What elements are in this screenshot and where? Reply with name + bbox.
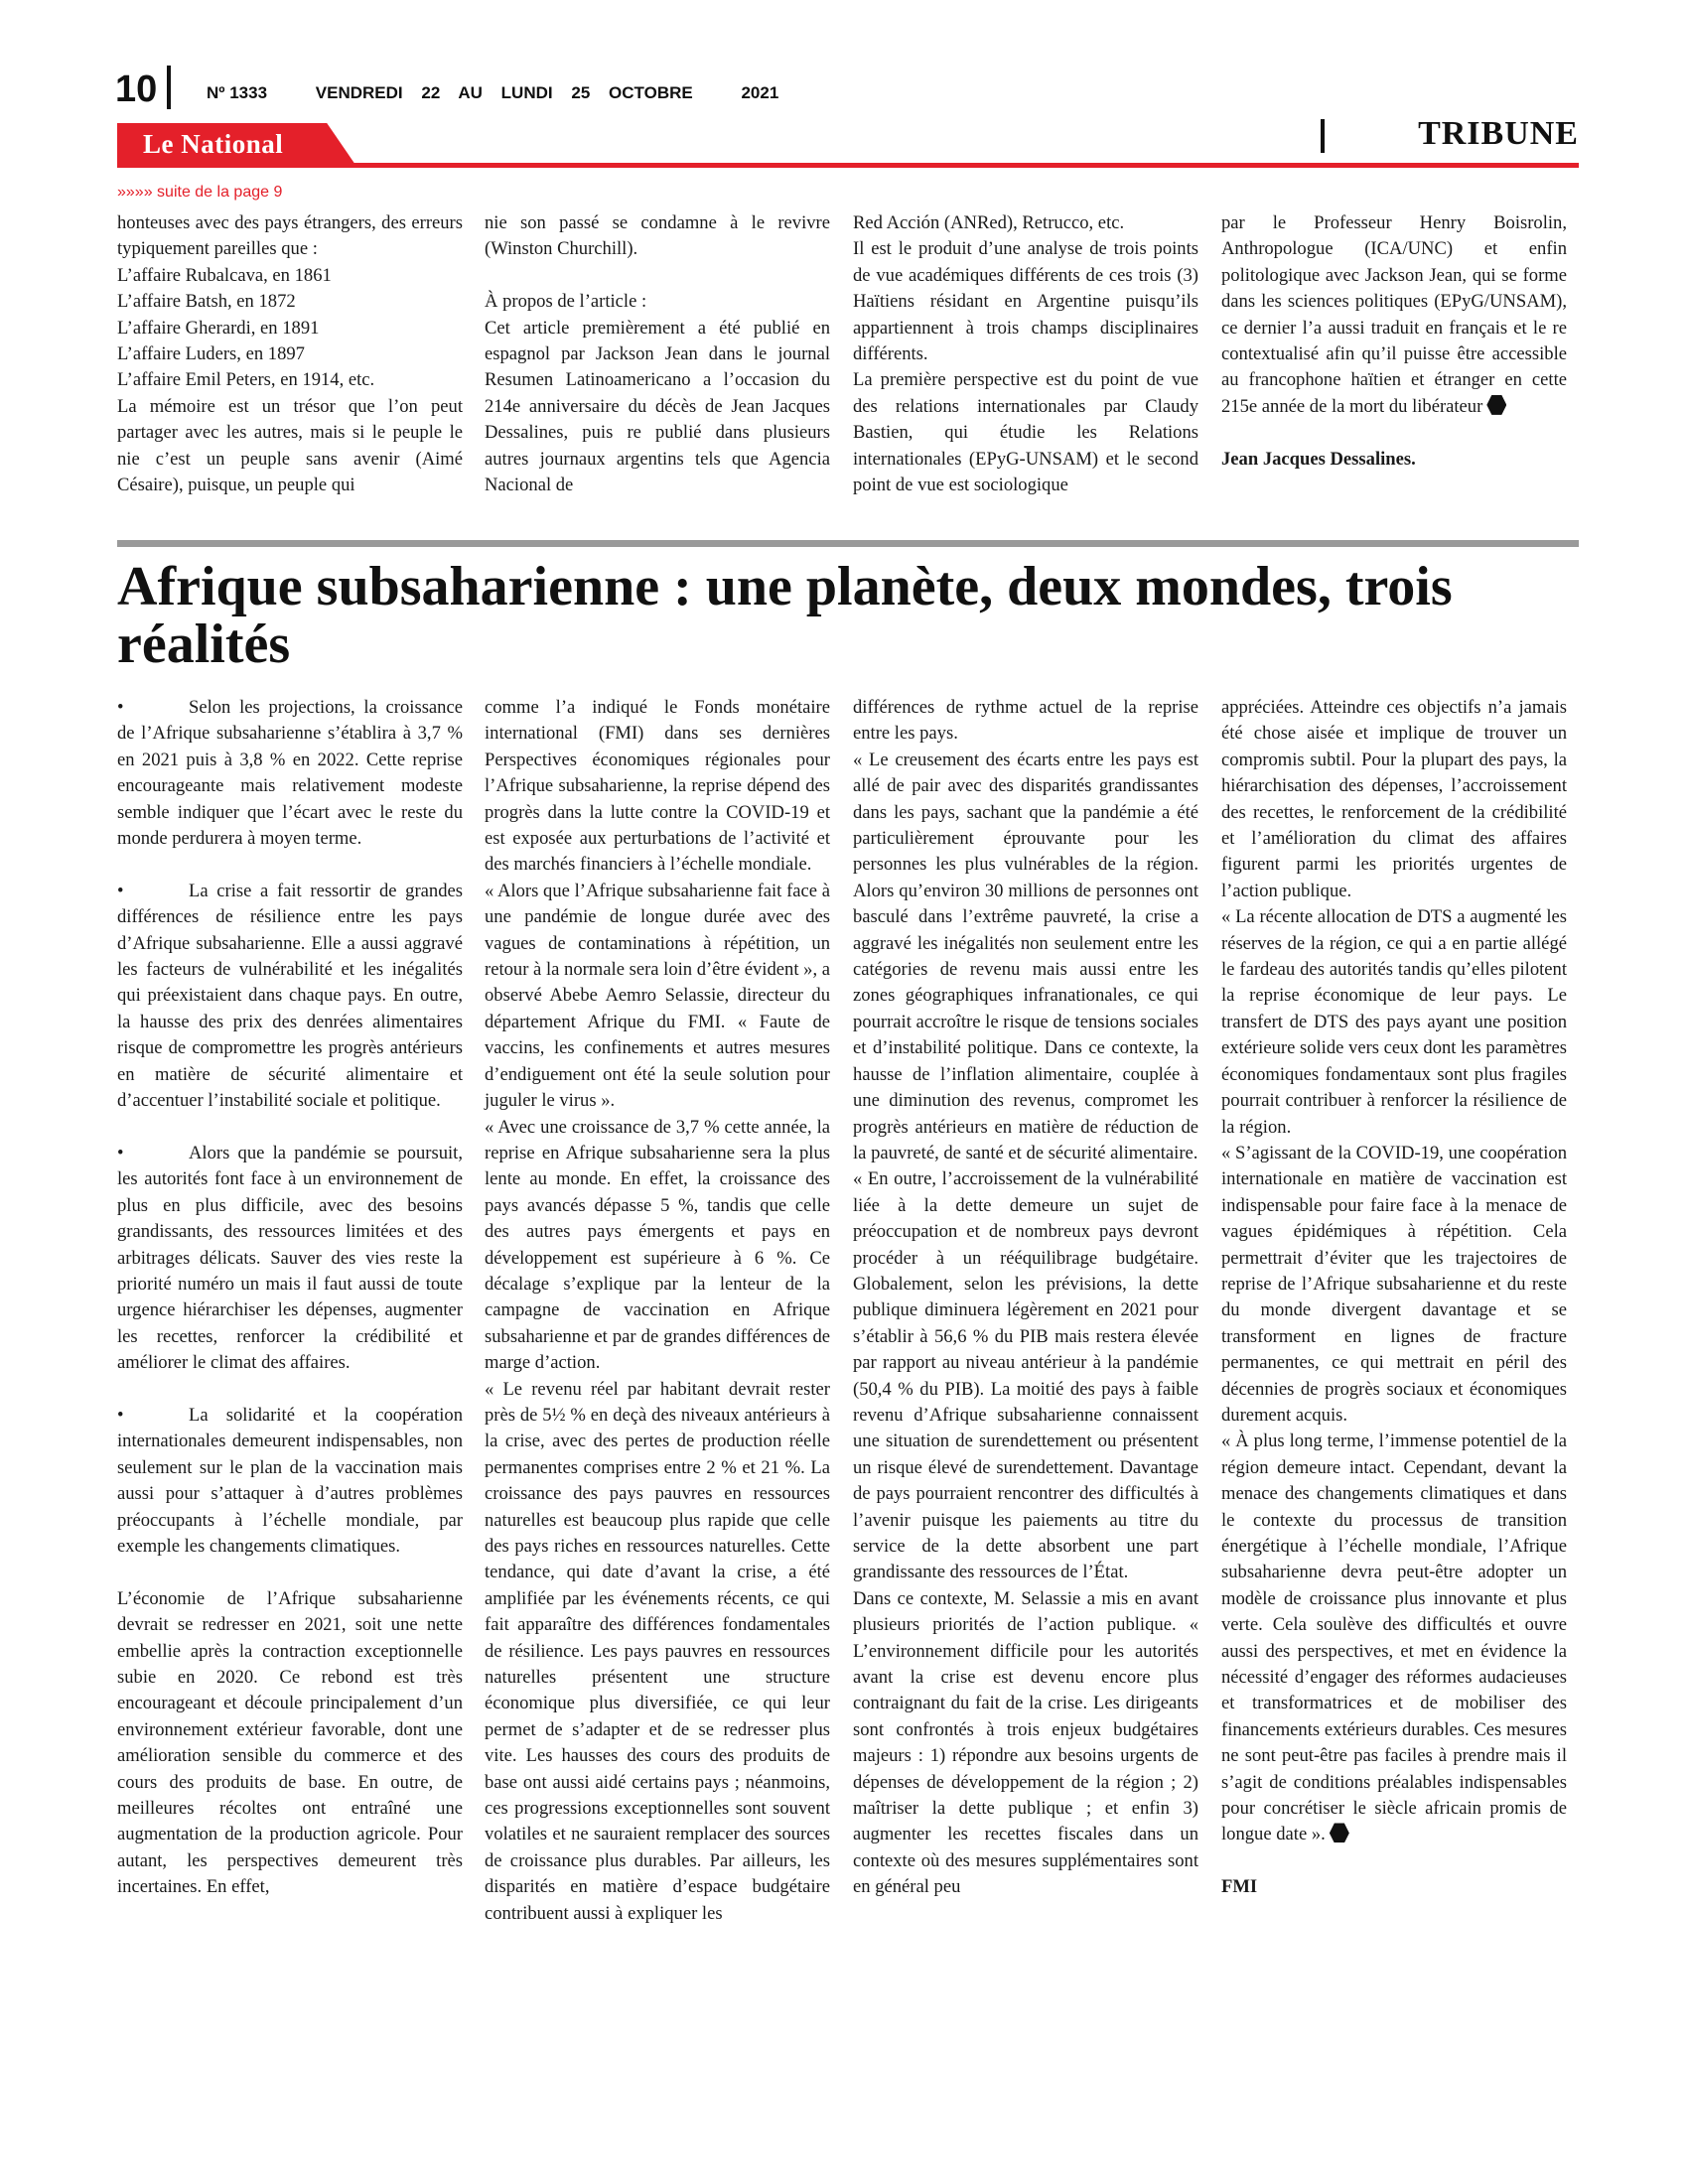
main-article-column-1: [117, 695, 463, 1901]
section-label: TRIBUNE: [1418, 115, 1579, 152]
paragraph: Cet article premièrement a été publié en espagnol par Jackson Jean dans le journal Resumen Latinoamericano a l’occasion du 214e anniversaire du décès de Jean Jacques Dessalines, puis re publié dans plusieurs autres journaux argentins tels que Agencia Nacional de: [485, 317, 830, 496]
paragraph: L’affaire Luders, en 1897: [117, 343, 305, 365]
paragraph: « En outre, l’accroissement de la vulnérabilité liée à la dette demeure un sujet de préoccupation et de nombreux pays devront procéder à un rééquilibrage budgétaire. Globalement, selon les prévisions, la dette publique diminuera légèrement en 2021 pour s’établir à 56,6 % du PIB mais restera élevée par rapport au niveau antérieur à la pandémie (50,4 % du PIB). La moitié des pays à faible revenu d’Afrique subsaharienne connaissent une situation de surendettement ou présentent un risque élevé de surendettement. Davantage de pays pourraient rencontrer des difficultés à l’avenir puisque les paiements au titre du service de la dette absorbent une part grandissante des ressources de l’État.: [853, 1168, 1198, 1583]
paragraph: L’affaire Rubalcava, en 1861: [117, 264, 332, 286]
page-number-divider: [167, 66, 171, 109]
main-article-column-4: [1221, 695, 1567, 1901]
bullet-icon: •: [117, 880, 124, 901]
bullet-icon: •: [117, 1404, 124, 1426]
section-divider: [1321, 119, 1325, 153]
paragraph-text: par le Professeur Henry Boisrolin, Anthropologue (ICA/UNC) et enfin politologique avec Jackson Jean, qui se forme dans les sciences politiques (EPyG/UNSAM), ce dernier l’a aussi traduit en français et le re contextualisé afin qu’il puisse être accessible au francophone haïtien et étranger en cette 215e année de la mort du libérateur: [1221, 212, 1567, 417]
header-red-rule: [117, 163, 1579, 168]
paragraph: « La récente allocation de DTS a augmenté les réserves de la région, ce qui a en partie allégé le fardeau des autorités tandis qu’elles pilotent la reprise économique de leur pays. Le transfert de DTS des pays ayant une position extérieure solide vers ceux dont les paramètres économiques fondamentaux sont plus fragiles pourrait contribuer à renforcer la résilience de la région.: [1221, 906, 1567, 1138]
main-article-column-2: [485, 695, 830, 1927]
issue-month: OCTOBRE: [609, 83, 693, 102]
paragraph-spacer: [117, 1114, 463, 1140]
paragraph: L’affaire Emil Peters, en 1914, etc.: [117, 369, 375, 391]
issue-date-line: [207, 83, 792, 103]
paragraph: « S’agissant de la COVID-19, une coopération internationale en matière de vaccination est indispensable pour faire face à la menace de vagues épidémiques à répétition. Cela permettrait d’éviter que les trajectoires de reprise de l’Afrique subsaharienne et du reste du monde divergent davantage et se transforment en lignes de fracture permanentes, ce qui mettrait en péril des décennies de progrès sociaux et économiques durement acquis.: [1221, 1142, 1567, 1426]
paragraph: nie son passé se condamne à le revivre (Winston Churchill).: [485, 212, 830, 260]
paragraph-spacer: [117, 1560, 463, 1585]
about-article-heading: À propos de l’article :: [485, 291, 647, 313]
bullet-point: [117, 879, 463, 1115]
paragraph: L’économie de l’Afrique subsaharienne devrait se redresser en 2021, soit une nette embellie après la contraction exceptionnelle subie en 2020. Ce rebond est très encourageant et découle principalement d’un environnement extérieur favorable, dont une amélioration sensible du commerce et des cours des produits de base. En outre, de meilleures récoltes ont entraîné une augmentation de la production agricole. Pour autant, les perspectives demeurent très incertaines. En effet,: [117, 1587, 463, 1898]
bullet-text: La solidarité et la coopération internationales demeurent indispensables, non seulement sur le plan de la vaccination mais aussi pour s’attaquer à d’autres problèmes préoccupants à l’échelle mondiale, par exemple les changements climatiques.: [117, 1404, 463, 1557]
continued-from-link: »»»» suite de la page 9: [117, 184, 283, 201]
newspaper-name: Le National: [143, 129, 284, 159]
paragraph: « Le revenu réel par habitant devrait rester près de 5½ % en deçà des niveaux antérieurs à la crise, avec des pertes de production réelle permanentes comprises entre 2 % et 21 %. La croissance des pays pauvres en ressources naturelles est beaucoup plus rapide que celle des pays riches en ressources naturelles. Cette tendance, qui date d’avant la crise, a été amplifiée par les événements récents, ce qui fait apparaître des différences fondamentales de résilience. Les pays pauvres en ressources naturelles présentent une structure économique plus diversifiée, ce qui leur permet de s’adapter et de se redresser plus vite. Les hausses des cours des produits de base ont aussi aidé certains pays ; néanmoins, ces progressions exceptionnelles sont souvent volatiles et ne sauraient remplacer des sources de croissance plus durables. Par ailleurs, les disparités en matière d’espace budgétaire contribuent aussi à expliquer les: [485, 1378, 830, 1924]
bullet-icon: •: [117, 1142, 124, 1163]
paragraph-spacer: [1221, 1848, 1567, 1874]
paragraph: [1221, 210, 1567, 420]
bullet-point: [117, 695, 463, 852]
issue-date-end: 25: [571, 83, 591, 102]
paragraph-spacer: [117, 852, 463, 878]
top-article-column-2: [485, 210, 830, 498]
bullet-text: La crise a fait ressortir de grandes différences de résilience entre les pays d’Afrique subsaharienne. Elle a aussi aggravé les facteurs de vulnérabilité et les inégalités qui préexistaient dans chaque pays. En outre, la hausse des prix des denrées alimentaires risque de compromettre les progrès antérieurs en matière de sécurité alimentaire et d’accentuer l’instabilité sociale et politique.: [117, 880, 463, 1112]
paragraph: honteuses avec des pays étrangers, des erreurs typiquement pareilles que :: [117, 212, 463, 260]
issue-day-start: VENDREDI: [315, 83, 403, 102]
paragraph: L’affaire Gherardi, en 1891: [117, 317, 320, 339]
paragraph: La première perspective est du point de vue des relations internationales par Claudy Bastien, qui étudie les Relations internationales (EPyG-UNSAM) et le second point de vue est sociologique: [853, 369, 1198, 496]
bullet-point: [117, 1403, 463, 1560]
paragraph: L’affaire Batsh, en 1872: [117, 291, 296, 313]
paragraph: « Avec une croissance de 3,7 % cette année, la reprise en Afrique subsaharienne sera la plus lente au monde. En effet, la croissance des pays avancés dépasse 5 %, tandis que celle des autres pays émergents et pays en développement est supérieure à 6 %. Ce décalage s’explique par la lenteur de la campagne de vaccination en Afrique subsaharienne et par de grandes différences de marge d’action.: [485, 1116, 830, 1374]
bullet-point: [117, 1141, 463, 1377]
top-article-signature: Jean Jacques Dessalines.: [1221, 448, 1416, 470]
paragraph-text: « À plus long terme, l’immense potentiel de la région demeure intact. Cependant, devant la menace des changements climatiques et dans le contexte du processus de transition énergétique à l’échelle mondiale, l’Afrique subsaharienne devra peut-être adopter un modèle de croissance plus innovante et plus verte. Cela soulève des difficultés et ouvre aussi des perspectives, et met en évidence la nécessité d’engager des réformes audacieuses et transformatrices et de mobiliser des financements extérieurs durables. Ces mesures ne sont peut-être pas faciles à prendre mais il s’agit de conditions préalables indispensables pour concrétiser le siècle africain promis de longue date ».: [1221, 1431, 1567, 1845]
end-of-article-icon: [1330, 1823, 1349, 1843]
paragraph: Red Acción (ANRed), Retrucco, etc.: [853, 212, 1125, 233]
article-headline: Afrique subsaharienne : une planète, deux mondes, trois réalités: [117, 556, 1453, 675]
newspaper-brand-banner: [117, 123, 355, 165]
main-article-signature: FMI: [1221, 1876, 1258, 1898]
paragraph: Dans ce contexte, M. Selassie a mis en avant plusieurs priorités de l’action publique. « L’environnement difficile pour les autorités avant la crise est devenu encore plus contraignant du fait de la crise. Les dirigeants sont confrontés à trois enjeux budgétaires majeurs : 1) répondre aux besoins urgents de dépenses de développement de la région ; 2) maîtriser la dette publique ; et enfin 3) augmenter les recettes fiscales dans un contexte où des mesures supplémentaires sont en général peu: [853, 1587, 1198, 1898]
top-article-column-4: [1221, 210, 1567, 473]
paragraph: appréciées. Atteindre ces objectifs n’a jamais été chose aisée et implique de trouver un compromis subtil. Pour la plupart des pays, la hiérarchisation des dépenses, l’accroissement des recettes, le renforcement de la crédibilité et l’amélioration du climat des affaires figurent parmi les priorités urgentes de l’action publique.: [1221, 697, 1567, 901]
paragraph: « Le creusement des écarts entre les pays est allé de pair avec des disparités grandissantes dans les pays, sachant que la pandémie a été particulièrement éprouvante pour les personnes les plus vulnérables de la région. Alors qu’environ 30 millions de personnes ont basculé dans l’extrême pauvreté, la crise a aggravé les inégalités non seulement entre les catégories de revenu mais aussi entre les zones géographiques infranationales, ce qui pourrait accroître le risque de tensions sociales et d’instabilité politique. Dans ce contexte, la hausse de l’inflation alimentaire, couplée à une diminution des revenus, compromet les progrès antérieurs en matière de réduction de la pauvreté, de santé et de sécurité alimentaire.: [853, 749, 1198, 1163]
bullet-text: Alors que la pandémie se poursuit, les autorités font face à un environnement de plus en plus difficile, avec des besoins grandissants, des ressources limitées et des arbitrages délicats. Sauver des vies reste la priorité numéro un mais il faut aussi de toute urgence hiérarchiser les dépenses, augmenter les recettes, renforcer la crédibilité et améliorer le climat des affaires.: [117, 1142, 463, 1374]
top-article-column-1: [117, 210, 463, 498]
paragraph: comme l’a indiqué le Fonds monétaire international (FMI) dans ses dernières Perspectives économiques régionales pour l’Afrique subsaharienne, la reprise dépend des progrès dans la lutte contre la COVID-19 et est exposée aux perturbations de l’activité et des marchés financiers à l’échelle mondiale.: [485, 697, 830, 876]
page-number: 10: [115, 68, 158, 110]
bullet-text: Selon les projections, la croissance de l’Afrique subsaharienne s’établira à 3,7 % en 2021 puis à 3,8 % en 2022. Cette reprise encourageante mais relativement modeste semble indiquer que l’écart avec le reste du monde perdurera à moyen terme.: [117, 697, 463, 850]
paragraph-spacer: [117, 1377, 463, 1403]
issue-date-start: 22: [421, 83, 441, 102]
main-article-column-3: [853, 695, 1198, 1901]
paragraph: « Alors que l’Afrique subsaharienne fait face à une pandémie de longue durée avec des vagues de contaminations à répétition, un retour à la normale sera loin d’être évident », a observé Abebe Aemro Selassie, directeur du département Afrique du FMI. « Faute de vaccins, les confinements et autres mesures d’endiguement ont été la seule solution pour juguler le virus ».: [485, 880, 830, 1112]
end-of-article-icon: [1486, 395, 1506, 415]
paragraph: Il est le produit d’une analyse de trois points de vue académiques différents de ces trois (3) Haïtiens résidant en Argentine puisqu’ils appartiennent à trois champs disciplinaires différents.: [853, 238, 1198, 365]
issue-date-au: AU: [458, 83, 483, 102]
paragraph: La mémoire est un trésor que l’on peut partager avec les autres, mais si le peuple le nie c’est un peuple sans avenir (Aimé Césaire), puisque, un peuple qui: [117, 395, 463, 496]
issue-year: 2021: [741, 83, 779, 102]
issue-day-end: LUNDI: [500, 83, 553, 102]
article-separator-rule: [117, 540, 1579, 547]
bullet-icon: •: [117, 697, 124, 718]
paragraph-spacer: [1221, 420, 1567, 446]
paragraph: [1221, 1429, 1567, 1848]
paragraph: différences de rythme actuel de la reprise entre les pays.: [853, 697, 1198, 745]
paragraph-spacer: [485, 263, 830, 289]
top-article-column-3: [853, 210, 1198, 498]
issue-number: Nº 1333: [207, 83, 268, 102]
